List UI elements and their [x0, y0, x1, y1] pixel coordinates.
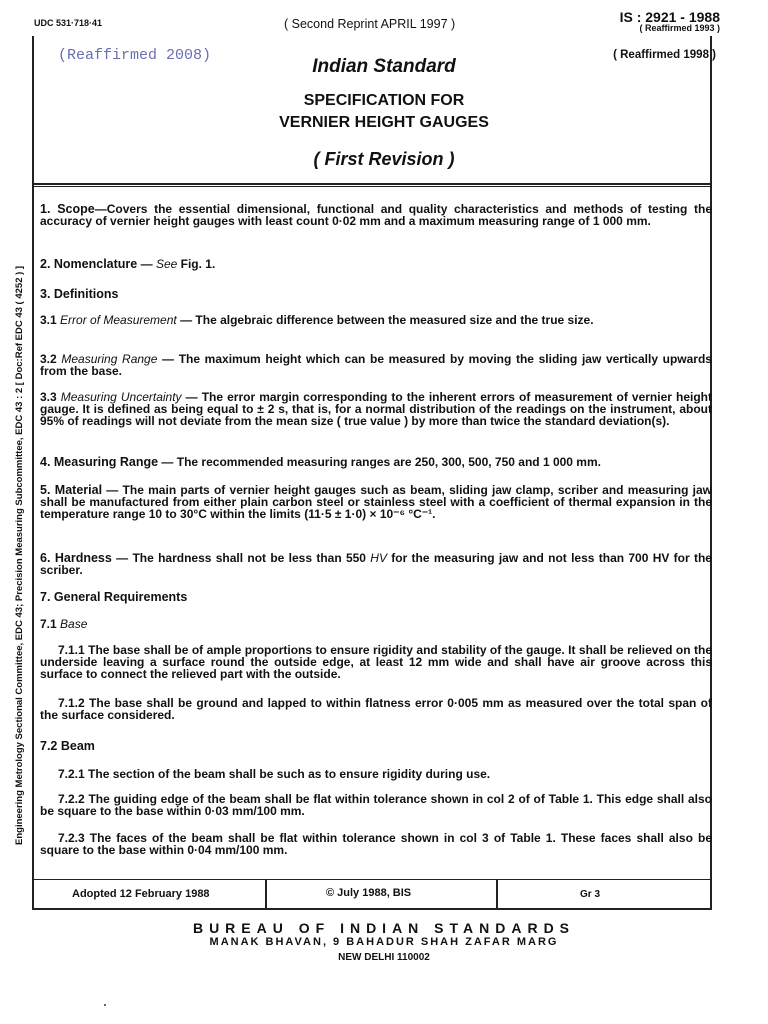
clause-number: 7.2.2 — [58, 792, 85, 806]
clause-3-2 — [40, 353, 712, 377]
clause-term: Measuring Range — [61, 352, 158, 366]
section-dash: — — [137, 257, 156, 271]
copyright-notice: © July 1988, BIS — [326, 887, 412, 899]
section-heading: 6. Hardness — [40, 551, 112, 565]
standard-number: IS : 2921 - 1988 — [619, 9, 720, 25]
title-line-2: VERNIER HEIGHT GAUGES — [279, 114, 489, 131]
section-heading: 2. Nomenclature — [40, 257, 138, 271]
section-heading: 1. Scope — [40, 202, 95, 216]
clause-number: 7.1.1 — [58, 643, 85, 657]
udc-code: UDC 531·718·41 — [34, 18, 103, 28]
clause-term: Error of Measurement — [60, 313, 177, 327]
price-group: Gr 3 — [580, 889, 601, 900]
clause-number: 7.2.3 — [58, 831, 85, 845]
clause-7-2 — [40, 740, 712, 752]
clause-text: The guiding edge of the beam shall be flat within tolerance shown in col 2 of of Table 1. This edge shall also be square to the base within 0·03 mm/100 mm. — [40, 792, 712, 818]
section-nomenclature — [40, 258, 712, 270]
section-text: —Covers the essential dimensional, functional and quality characteristics and methods of testing the accuracy of vernier height gauges with least count 0·02 mm and a maximum measuring range of 1 000 mm. — [40, 202, 712, 228]
reprint-note: ( Second Reprint APRIL 1997 ) — [284, 17, 456, 31]
section-heading: 5. Material — [40, 483, 103, 497]
clause-text: The faces of the beam shall be flat within tolerance shown in col 3 of Table 1. These faces shall also be square to the base within 0·04 mm/100 mm. — [40, 831, 712, 857]
committee-side-note: Engineering Metrology Sectional Committee, EDC 43; Precision Measuring Subcommittee, EDC 43 : 2 [ Doc:Ref EDC 43 ( 4252 ) ] — [14, 265, 25, 845]
section-hardness — [40, 552, 712, 576]
section-material — [40, 484, 712, 520]
clause-term: Measuring Uncertainty — [60, 390, 182, 404]
section-text: — The main parts of vernier height gauges such as beam, sliding jaw clamp, scriber and measuring jaw shall be manufactured from either plain carbon steel or stainless steel with a coefficient of thermal expansion in the temperature range 10 to 30°C within the limits (11·5 ± 1·0) × 10⁻⁶ °C⁻¹. — [40, 483, 712, 521]
clause-3-3 — [40, 391, 712, 427]
clause-text: The section of the beam shall be such as to ensure rigidity during use. — [84, 767, 491, 781]
section-heading: 3. Definitions — [40, 287, 119, 301]
clause-number: 3.3 — [40, 390, 57, 404]
section-heading: 7. General Requirements — [40, 590, 188, 604]
clause-number: 3.2 — [40, 352, 57, 366]
clause-text: — The maximum height which can be measured by moving the sliding jaw vertically upwards from the base. — [40, 352, 712, 378]
publisher-address-line-1: MANAK BHAVAN, 9 BAHADUR SHAH ZAFAR MARG — [209, 936, 559, 948]
clause-3-1 — [40, 314, 712, 326]
clause-term: Base — [60, 617, 88, 631]
section-scope — [40, 203, 712, 227]
clause-text: The base shall be of ample proportions to ensure rigidity and stability of the gauge. It shall be relieved on the underside leaving a surface round the outside edge, at least 12 mm wide and shall have air groove across this surface to connect the relieved part with the outside. — [40, 643, 712, 681]
clause-number: 7.1.2 — [58, 696, 85, 710]
clause-7-2-1 — [40, 768, 712, 780]
header-rule-thin — [34, 186, 712, 187]
revision-label: ( First Revision ) — [313, 149, 455, 169]
section-text: Fig. 1. — [177, 257, 216, 271]
footer-rule — [34, 879, 712, 880]
hv-unit: HV — [370, 551, 387, 565]
clause-text: The base shall be ground and lapped to within flatness error 0·005 mm as measured over the total span of the surface considered. — [40, 696, 712, 722]
clause-7-1-2 — [40, 697, 712, 721]
reaffirmed-2008-stamp: (Reaffirmed 2008) — [58, 47, 212, 64]
clause-7-2-3 — [40, 832, 712, 856]
title-line-1: SPECIFICATION FOR — [303, 92, 465, 109]
section-definitions — [40, 288, 712, 300]
clause-number: 3.1 — [40, 313, 57, 327]
clause-7-1 — [40, 618, 712, 630]
publisher-address-line-2: NEW DELHI 110002 — [338, 952, 430, 963]
reaffirmed-1993: ( Reaffirmed 1993 ) — [639, 23, 720, 33]
footer-divider — [496, 880, 498, 908]
section-measuring-range — [40, 456, 712, 468]
header-rule — [34, 183, 712, 185]
clause-7-2-2 — [40, 793, 712, 817]
stray-mark — [104, 1004, 106, 1006]
see-word: See — [155, 257, 178, 271]
section-general-requirements — [40, 591, 712, 603]
clause-text: — The error margin corresponding to the inherent errors of measurement of vernier height gauge. It is defined as being equal to ± 2 s, that is, for a normal distribution of the readings on the instrument, about 95% of readings will not deviate from the mean size ( true value ) by more than twice the standard deviation(s). — [40, 390, 712, 428]
section-heading: 4. Measuring Range — [40, 455, 159, 469]
reaffirmed-1998: ( Reaffirmed 1998 ) — [613, 49, 716, 61]
section-text: — The hardness shall not be less than 550 — [111, 551, 371, 565]
title-indian-standard: Indian Standard — [312, 56, 456, 77]
clause-number: 7.2.1 — [58, 767, 85, 781]
footer-divider — [265, 880, 267, 908]
clause-7-1-1 — [40, 644, 712, 680]
adopted-date: Adopted 12 February 1988 — [72, 888, 210, 900]
section-text: for the measuring jaw and not less than 700 HV for the scriber. — [40, 551, 712, 577]
section-text: — The recommended measuring ranges are 250, 300, 500, 750 and 1 000 mm. — [158, 455, 601, 469]
clause-number: 7.1 — [40, 617, 57, 631]
publisher-name: BUREAU OF INDIAN STANDARDS — [192, 920, 576, 936]
section-heading: 7.2 Beam — [40, 739, 95, 753]
clause-text: — The algebraic difference between the measured size and the true size. — [176, 313, 594, 327]
